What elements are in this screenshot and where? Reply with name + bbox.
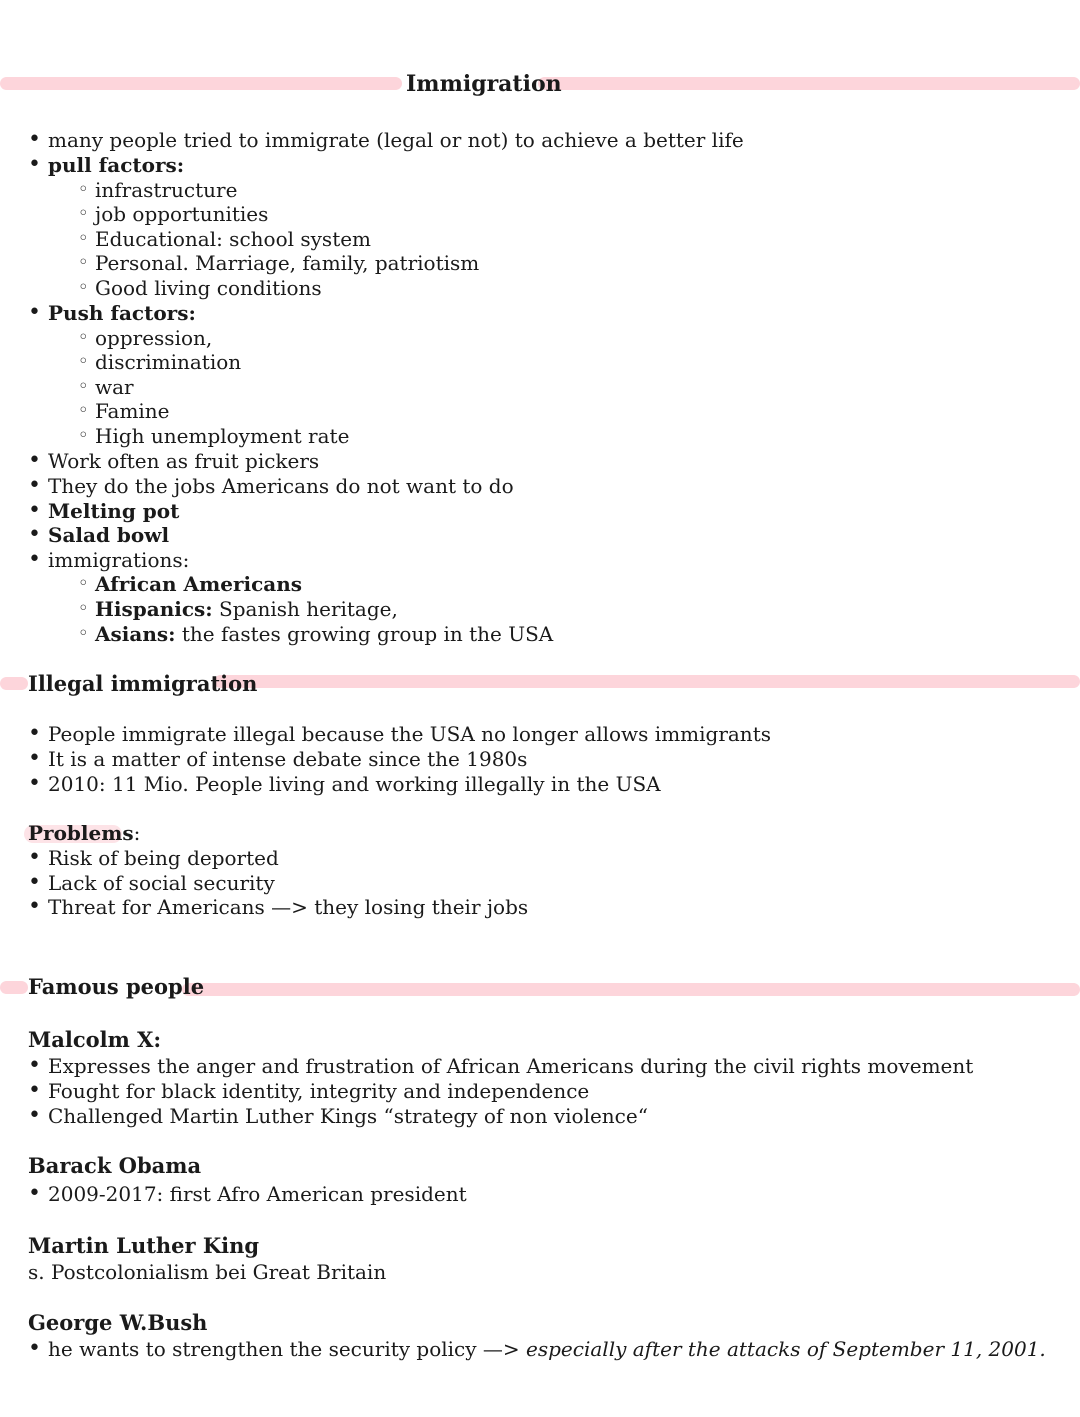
title-highlight-right (214, 675, 1080, 688)
person-name-barack-obama: Barack Obama (28, 1153, 202, 1178)
person-note: s. Postcolonialism bei Great Britain (28, 1260, 387, 1284)
group-name: African Americans (95, 572, 303, 596)
bush-point-italic: especially after the attacks of September 11, 2001. (526, 1337, 1046, 1361)
problems-heading (28, 821, 140, 845)
title-highlight-right (538, 77, 1080, 90)
problems-label: Problems (28, 821, 134, 845)
section-title-immigration: Immigration (406, 71, 562, 97)
person-name-george-w-bush: George W.Bush (28, 1310, 208, 1335)
section-title-illegal-immigration: Illegal immigration (28, 671, 258, 696)
group-name: Hispanics: (95, 597, 213, 621)
problems-colon: : (133, 821, 141, 845)
person-name-martin-luther-king: Martin Luther King (28, 1233, 260, 1258)
title-highlight-left (0, 677, 28, 690)
section-title-famous-people: Famous people (28, 974, 205, 999)
group-name: Asians: (95, 622, 176, 646)
title-highlight-left (0, 77, 402, 90)
bush-point-text: he wants to strengthen the security policy —> (48, 1337, 527, 1361)
title-highlight-left (0, 981, 28, 994)
person-name-malcolm-x: Malcolm X: (28, 1027, 162, 1052)
group-desc: the fastes growing group in the USA (175, 622, 554, 646)
title-highlight-right (182, 983, 1080, 996)
group-desc: Spanish heritage, (212, 597, 398, 621)
